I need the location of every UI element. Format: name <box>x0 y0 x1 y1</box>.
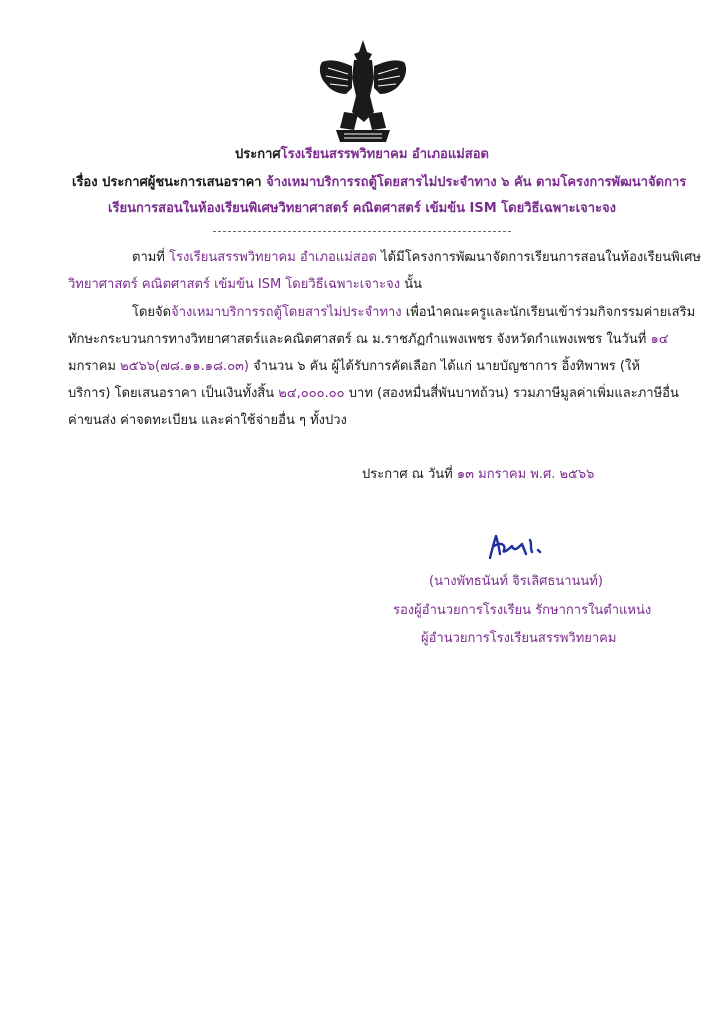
announce-prefix: ประกาศ ณ วันที่ <box>362 467 453 482</box>
subject-prefix: เรื่อง ประกาศผู้ชนะการเสนอราคา <box>72 175 262 190</box>
paragraph-1-line-2 <box>68 276 422 294</box>
p2-prefix: โดยจัด <box>132 305 172 320</box>
subject-line-1 <box>72 174 686 192</box>
separator-line <box>213 231 511 232</box>
title-organization: โรงเรียนสรรพวิทยาคม อำเภอแม่สอด <box>280 147 489 162</box>
p2-line4-rest: บาท (สองหมื่นสี่พันบาทถ้วน) รวมภาษีมูลค่าเพิ่มและภาษีอื่น <box>348 386 679 401</box>
paragraph-2-line-3 <box>68 358 640 376</box>
p2-line4-text: บริการ) โดยเสนอราคา เป็นเงินทั้งสิ้น <box>68 386 275 401</box>
p1-prefix: ตามที่ <box>132 250 165 265</box>
paragraph-2-line-4 <box>68 385 679 403</box>
paragraph-2-line-5: ค่าขนส่ง ค่าจดทะเบียน และค่าใช้จ่ายอื่น ๆ ทั้งปวง <box>68 413 347 428</box>
garuda-emblem-icon <box>314 38 412 146</box>
p2-rest: เพื่อนำคณะครูและนักเรียนเข้าร่วมกิจกรรมค่ายเสริม <box>405 305 696 320</box>
paragraph-2-line-2 <box>68 331 669 349</box>
paragraph-1-line-1 <box>132 249 701 267</box>
p2-line3-text: จำนวน ๖ คัน ผู้ได้รับการคัดเลือก ได้แก่ นายบัญชาการ อิ้งทิพาพร (ให้ <box>253 359 640 374</box>
p1-organization: โรงเรียนสรรพวิทยาคม อำเภอแม่สอด <box>169 250 377 265</box>
p2-line2-text: ทักษะกระบวนการทางวิทยาศาสตร์และคณิตศาสตร์ ณ ม.ราชภัฏกำแพงเพชร จังหวัดกำแพงเพชร ในวันที่ <box>68 332 647 347</box>
subject-main: จ้างเหมาบริการรถตู้โดยสารไม่ประจำทาง ๖ คัน ตามโครงการพัฒนาจัดการ <box>266 175 687 190</box>
announce-date: ๑๓ มกราคม พ.ศ. ๒๕๖๖ <box>456 467 595 482</box>
signatory-position-1: รองผู้อำนวยการโรงเรียน รักษาการในตำแหน่ง <box>393 603 652 618</box>
subject-line-2: เรียนการสอนในห้องเรียนพิเศษวิทยาศาสตร์ คณิตศาสตร์ เข้มข้น ISM โดยวิธีเฉพาะเจาะจง <box>108 201 616 216</box>
p2-service: จ้างเหมาบริการรถตู้โดยสารไม่ประจำทาง <box>171 305 402 320</box>
title-prefix: ประกาศ <box>235 147 281 162</box>
p1-rest: ได้มีโครงการพัฒนาจัดการเรียนการสอนในห้องเรียนพิเศษ <box>381 250 701 265</box>
signature-mark <box>486 532 544 562</box>
p2-day-number: ๑๔ <box>650 332 669 347</box>
signatory-name: (นางพัทธนันท์ จิรเลิศธนานนท์) <box>429 574 603 589</box>
paragraph-2-line-1 <box>132 304 695 322</box>
p2-month: มกราคม <box>68 359 116 374</box>
document-title <box>0 146 724 164</box>
p1-end: นั้น <box>404 277 422 292</box>
announce-date-line <box>362 466 594 484</box>
p1-project-name: วิทยาศาสตร์ คณิตศาสตร์ เข้มข้น ISM โดยวิธีเฉพาะเจาะจง <box>68 277 401 292</box>
signatory-position-2: ผู้อำนวยการโรงเรียนสรรพวิทยาคม <box>421 631 617 646</box>
p2-year-time: ๒๕๖๖(๗๘.๑๑.๑๘.๐๓) <box>120 359 250 374</box>
p2-amount: ๒๔,๐๐๐.๐๐ <box>278 386 345 401</box>
